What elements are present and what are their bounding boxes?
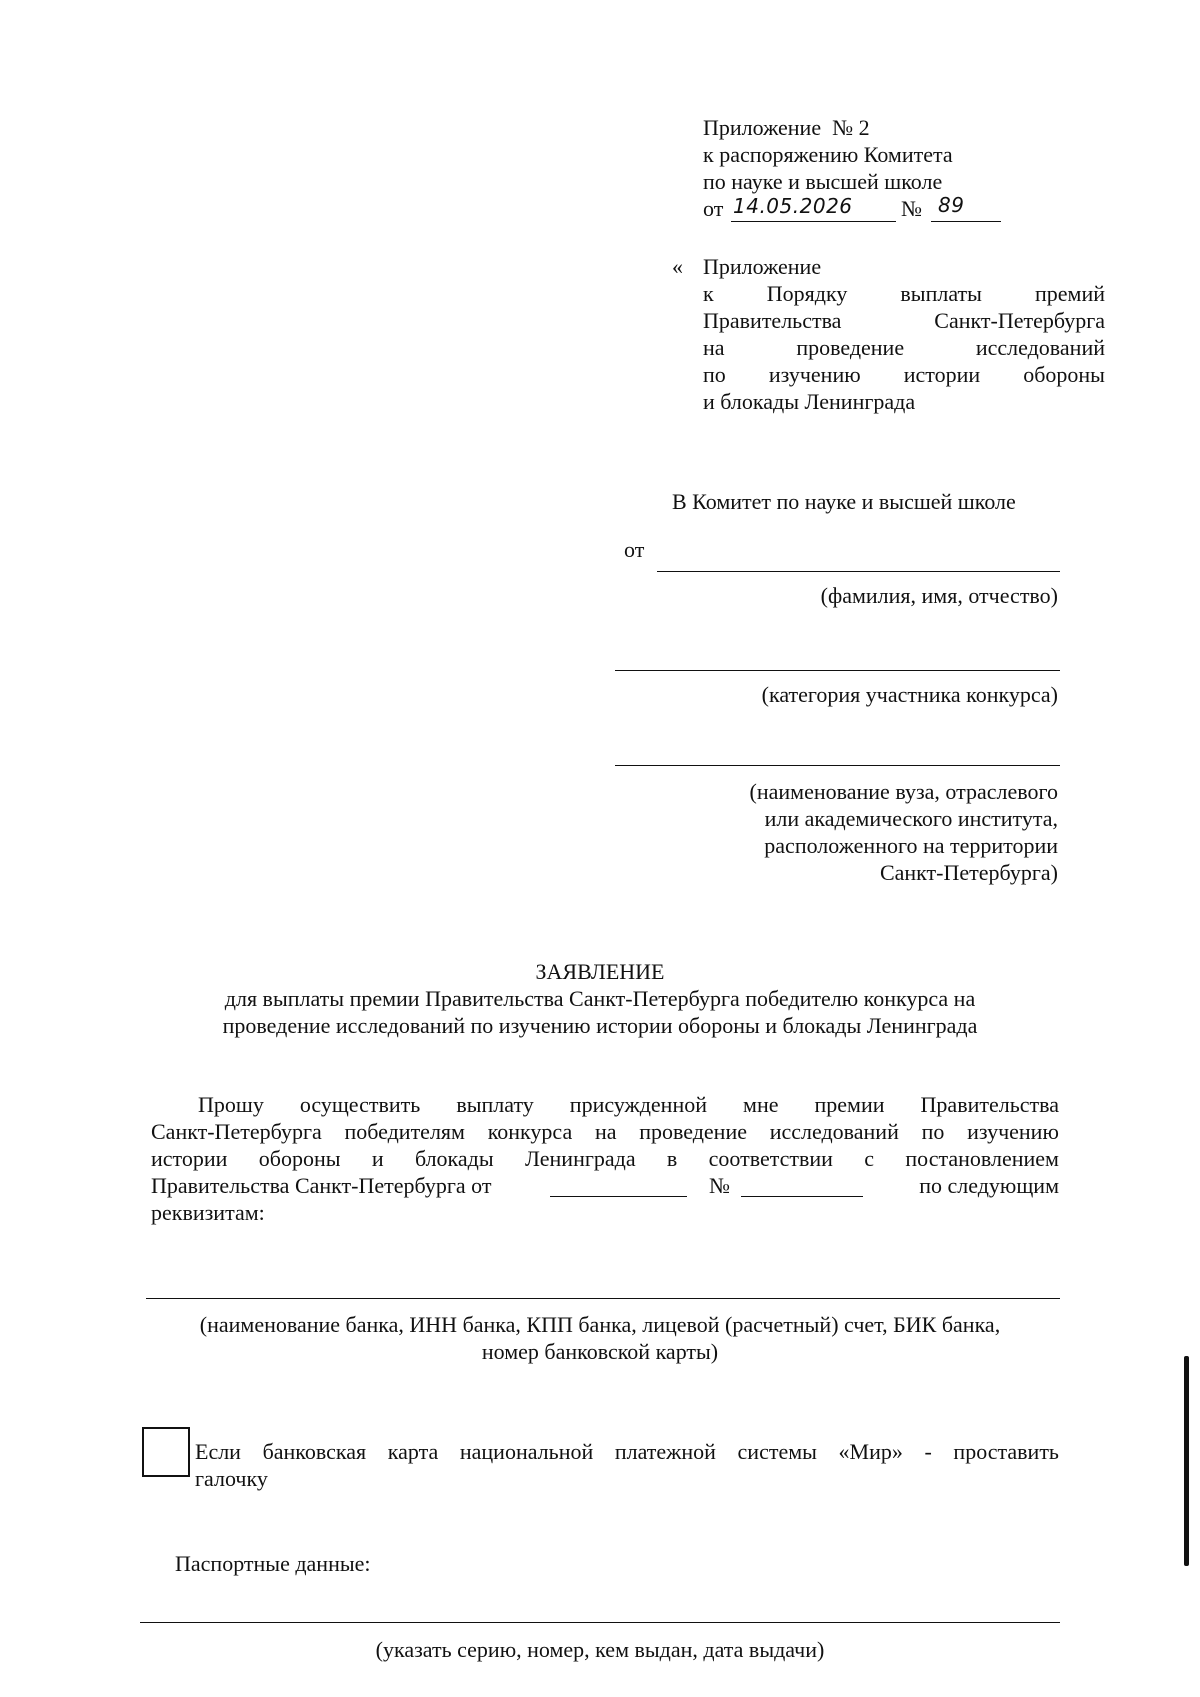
word: конкурса (487, 1119, 573, 1144)
word: и (371, 1146, 384, 1171)
word: осуществить (299, 1092, 421, 1117)
scan-edge-mark (1184, 1356, 1189, 1566)
word: блокады (414, 1146, 494, 1171)
word: выплаты (900, 281, 982, 306)
word: истории (151, 1146, 228, 1171)
resolution-number-line (741, 1196, 863, 1197)
word: премий (1034, 281, 1105, 306)
request-paragraph (151, 1091, 1059, 1226)
request-line2 (151, 1118, 1059, 1145)
institution-caption-line: или академического института, (764, 806, 1058, 831)
appendix-header-line2: к распоряжению Комитета (703, 142, 953, 167)
word: Порядку (766, 281, 848, 306)
word: обороны (258, 1146, 341, 1171)
word: исследований (769, 1119, 899, 1144)
statement-subtitle-line2: проведение исследований по изучению истории обороны и блокады Ленинграда (222, 1013, 978, 1038)
word: постановлением (905, 1146, 1059, 1171)
appendix-quote-title: Приложение (703, 254, 822, 279)
appendix-quote-line3 (703, 334, 1105, 361)
request-line3 (151, 1145, 1059, 1172)
institution-caption-line: расположенного на территории (764, 833, 1058, 858)
number-handwritten: 89 (938, 193, 965, 217)
word: Если (195, 1439, 241, 1464)
fio-caption: (фамилия, имя, отчество) (820, 583, 1058, 608)
mir-card-checkbox[interactable] (142, 1427, 190, 1477)
appendix-quote-block (703, 253, 1105, 415)
appendix-quote-line4 (703, 361, 1105, 388)
word: проставить (953, 1439, 1059, 1464)
request-line4-part2: по следующим (919, 1173, 1059, 1198)
word: исследований (975, 335, 1105, 360)
statement-subtitle-line1: для выплаты премии Правительства Санкт-Петербурга победителю конкурса на (224, 986, 976, 1011)
word: изучению (967, 1119, 1059, 1144)
word: - (924, 1439, 932, 1464)
request-line4 (151, 1172, 1059, 1199)
category-caption: (категория участника конкурса) (761, 682, 1058, 707)
institution-caption-line: Санкт-Петербурга) (879, 860, 1058, 885)
word: Санкт-Петербурга (934, 308, 1105, 333)
word: в (666, 1146, 678, 1171)
appendix-quote-line2 (703, 307, 1105, 334)
passport-line (140, 1622, 1060, 1623)
word: по (703, 362, 726, 387)
from-prefix: от (703, 196, 724, 221)
word: проведение (639, 1119, 747, 1144)
mir-checkbox-label-line2: галочку (195, 1466, 268, 1491)
appendix-header (703, 114, 1003, 222)
word: Правительства (920, 1092, 1059, 1117)
bank-details-line (146, 1298, 1060, 1299)
bank-caption-line1: (наименование банка, ИНН банка, КПП банка, лицевой (расчетный) счет, БИК банка, (199, 1312, 1001, 1337)
word: мне (743, 1092, 779, 1117)
word: с (864, 1146, 875, 1171)
word: Прошу (198, 1092, 264, 1117)
appendix-quote-mark: « (672, 254, 683, 279)
passport-caption: (указать серию, номер, кем выдан, дата выдачи) (375, 1637, 825, 1662)
number-prefix: № (901, 196, 922, 221)
bank-caption (100, 1311, 1100, 1365)
word: победителям (344, 1119, 465, 1144)
word: обороны (1023, 362, 1105, 387)
appendix-header-line3: по науке и высшей школе (703, 169, 943, 194)
word: Санкт-Петербурга (151, 1119, 322, 1144)
appendix-date-row (703, 195, 1003, 222)
appendix-quote-last-line: и блокады Ленинграда (703, 389, 916, 414)
word: национальной (459, 1439, 594, 1464)
word: карта (387, 1439, 439, 1464)
word: «Мир» (838, 1439, 903, 1464)
request-line4-part1: Правительства Санкт-Петербурга от (151, 1173, 492, 1198)
word: соответствии (708, 1146, 833, 1171)
appendix-header-line1: Приложение № 2 (703, 115, 870, 140)
mir-checkbox-label (195, 1438, 1059, 1492)
date-underline (731, 221, 896, 222)
word: истории (903, 362, 981, 387)
fio-line (657, 571, 1060, 572)
resolution-date-line (550, 1196, 687, 1197)
statement-title: ЗАЯВЛЕНИЕ (535, 959, 665, 984)
statement-block (100, 958, 1100, 1039)
from-label: от (624, 537, 645, 562)
word: выплату (456, 1092, 534, 1117)
institution-caption (660, 778, 1058, 886)
word: премии (814, 1092, 885, 1117)
word: проведение (796, 335, 905, 360)
bank-caption-line2: номер банковской карты) (481, 1339, 719, 1364)
date-handwritten: 14.05.2026 (733, 194, 853, 218)
resolution-number-sign: № (709, 1173, 730, 1198)
word: по (921, 1119, 945, 1144)
category-line (615, 670, 1060, 671)
number-underline (931, 221, 1001, 222)
word: на (703, 335, 725, 360)
word: на (594, 1119, 617, 1144)
request-line1 (151, 1091, 1059, 1118)
word: к (703, 281, 714, 306)
mir-checkbox-label-line1 (195, 1438, 1059, 1465)
word: системы (737, 1439, 817, 1464)
word: Правительства (703, 308, 842, 333)
word: присужденной (569, 1092, 708, 1117)
appendix-quote-line1 (703, 280, 1105, 307)
institution-line (615, 765, 1060, 766)
word: изучению (768, 362, 861, 387)
passport-label: Паспортные данные: (175, 1551, 371, 1576)
word: платежной (614, 1439, 716, 1464)
request-line5: реквизитам: (151, 1200, 265, 1225)
institution-caption-line: (наименование вуза, отраслевого (749, 779, 1058, 804)
word: банковская (262, 1439, 367, 1464)
addressee-to: В Комитет по науке и высшей школе (672, 489, 1016, 514)
word: Ленинграда (524, 1146, 636, 1171)
